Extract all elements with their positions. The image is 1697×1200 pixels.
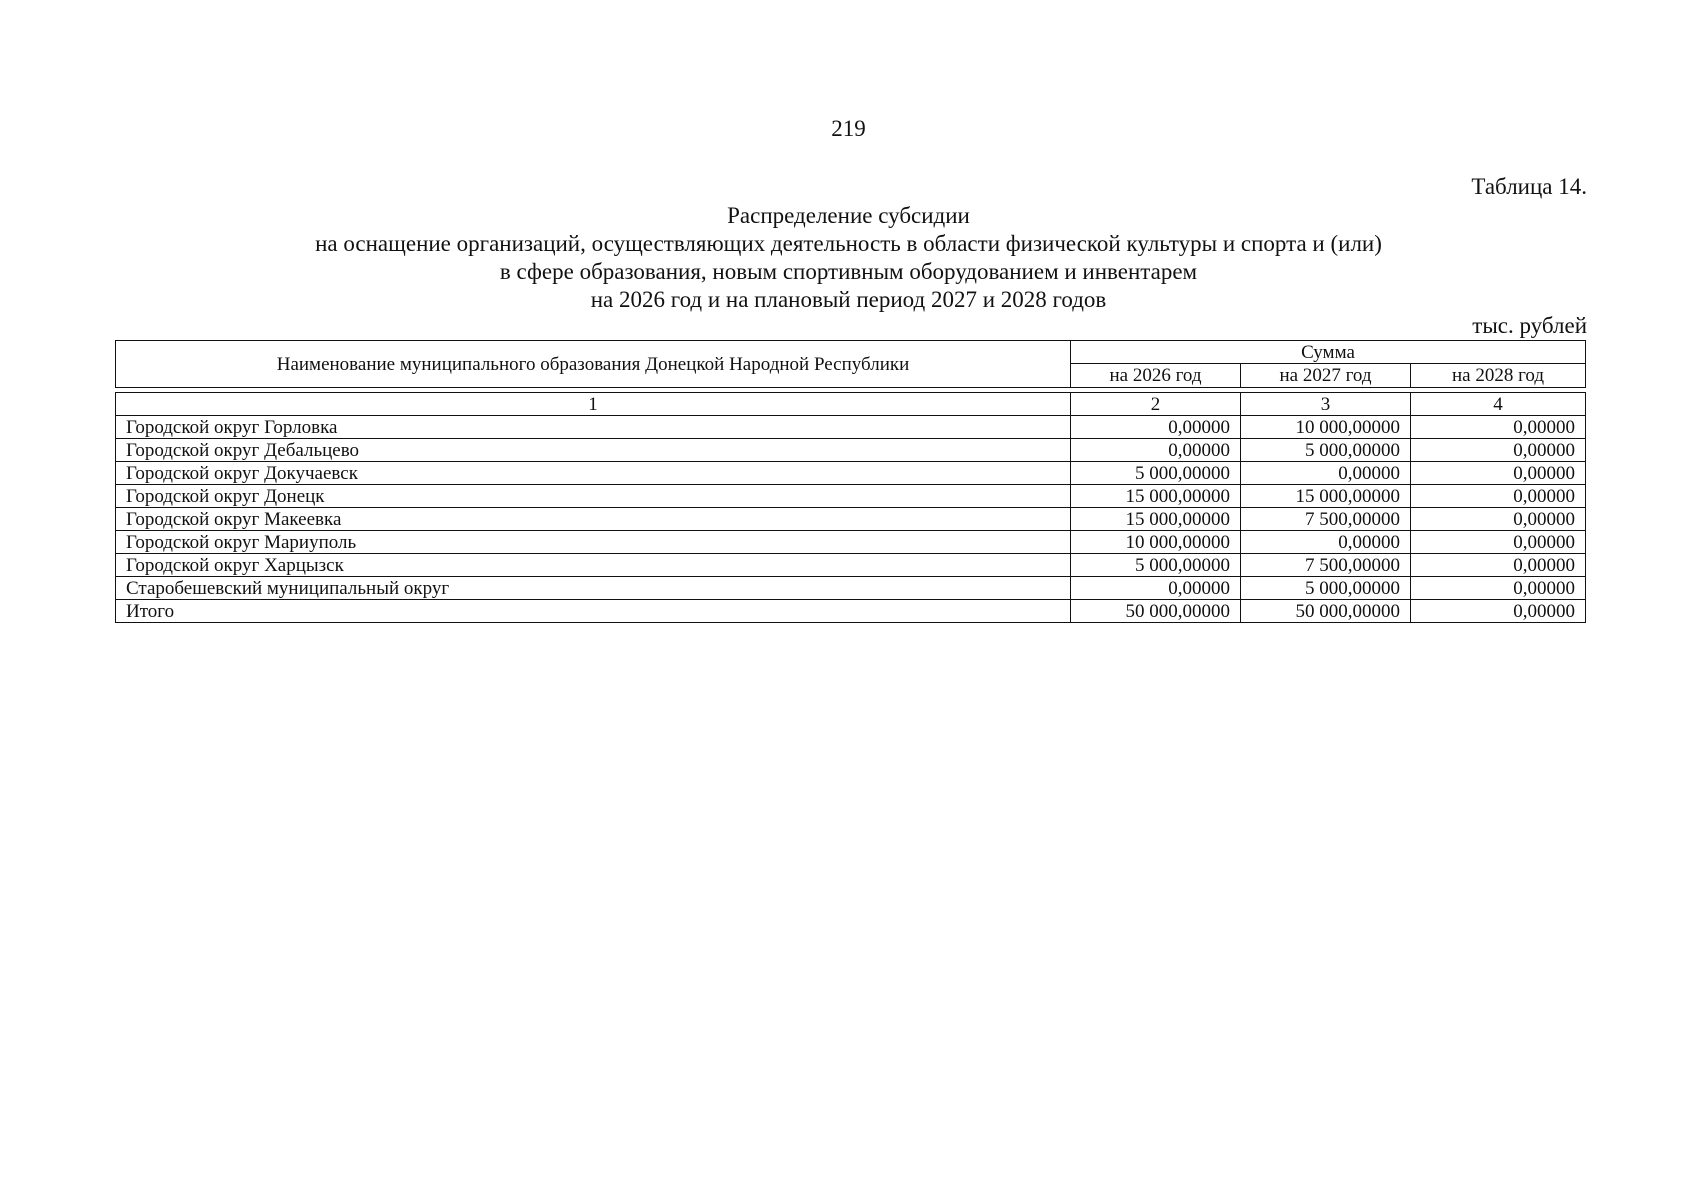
column-number: 3	[1241, 393, 1411, 416]
row-value-2027: 5 000,00000	[1241, 439, 1411, 462]
row-name: Старобешевский муниципальный округ	[116, 577, 1071, 600]
row-value-2028: 0,00000	[1411, 485, 1586, 508]
row-name: Городской округ Докучаевск	[116, 462, 1071, 485]
row-value-2028: 0,00000	[1411, 554, 1586, 577]
table-row	[116, 577, 1586, 600]
header-year-2026: на 2026 год	[1071, 364, 1241, 388]
row-value-2026: 0,00000	[1071, 577, 1241, 600]
header-year-2028: на 2028 год	[1411, 364, 1586, 388]
table-label: Таблица 14.	[1471, 174, 1587, 199]
table-title	[0, 202, 1697, 314]
row-value-2028: 0,00000	[1411, 439, 1586, 462]
row-value-2026: 0,00000	[1071, 416, 1241, 439]
row-value-2026: 15 000,00000	[1071, 508, 1241, 531]
row-value-2028: 0,00000	[1411, 577, 1586, 600]
row-name: Городской округ Донецк	[116, 485, 1071, 508]
table-row	[116, 416, 1586, 439]
row-name: Городской округ Харцызск	[116, 554, 1071, 577]
row-name: Городской округ Макеевка	[116, 508, 1071, 531]
row-value-2028: 0,00000	[1411, 531, 1586, 554]
row-name: Городской округ Горловка	[116, 416, 1071, 439]
row-value-2028: 0,00000	[1411, 462, 1586, 485]
table-row	[116, 485, 1586, 508]
row-name: Итого	[116, 600, 1071, 623]
header-name-column: Наименование муниципального образования Донецкой Народной Республики	[116, 341, 1071, 388]
header-year-2027: на 2027 год	[1241, 364, 1411, 388]
row-value-2027: 10 000,00000	[1241, 416, 1411, 439]
row-value-2026: 0,00000	[1071, 439, 1241, 462]
row-value-2027: 7 500,00000	[1241, 554, 1411, 577]
row-value-2026: 15 000,00000	[1071, 485, 1241, 508]
title-line: в сфере образования, новым спортивным оборудованием и инвентарем	[499, 259, 1198, 284]
page-number: 219	[831, 116, 866, 141]
row-value-2028: 0,00000	[1411, 600, 1586, 623]
table-row-total	[116, 600, 1586, 623]
table-row	[116, 554, 1586, 577]
table-body	[115, 392, 1586, 623]
row-value-2028: 0,00000	[1411, 416, 1586, 439]
units-label: тыс. рублей	[1472, 313, 1587, 338]
column-numbers-row	[116, 393, 1586, 416]
row-value-2028: 0,00000	[1411, 508, 1586, 531]
row-value-2027: 0,00000	[1241, 531, 1411, 554]
row-name: Городской округ Дебальцево	[116, 439, 1071, 462]
column-number: 1	[116, 393, 1071, 416]
row-value-2027: 50 000,00000	[1241, 600, 1411, 623]
row-value-2026: 5 000,00000	[1071, 554, 1241, 577]
row-value-2026: 10 000,00000	[1071, 531, 1241, 554]
title-line: Распределение субсидии	[727, 203, 970, 228]
table-row	[116, 462, 1586, 485]
header-sum-group: Сумма	[1071, 341, 1586, 364]
row-value-2027: 5 000,00000	[1241, 577, 1411, 600]
row-name: Городской округ Мариуполь	[116, 531, 1071, 554]
title-line: на оснащение организаций, осуществляющих деятельность в области физической культуры и спорта и (или)	[315, 231, 1382, 256]
table-row	[116, 531, 1586, 554]
table-row	[116, 439, 1586, 462]
column-number: 2	[1071, 393, 1241, 416]
row-value-2027: 0,00000	[1241, 462, 1411, 485]
row-value-2026: 50 000,00000	[1071, 600, 1241, 623]
row-value-2026: 5 000,00000	[1071, 462, 1241, 485]
column-number: 4	[1411, 393, 1586, 416]
table-header	[115, 340, 1586, 388]
row-value-2027: 7 500,00000	[1241, 508, 1411, 531]
title-line: на 2026 год и на плановый период 2027 и 2028 годов	[590, 287, 1107, 312]
table-row	[116, 508, 1586, 531]
row-value-2027: 15 000,00000	[1241, 485, 1411, 508]
